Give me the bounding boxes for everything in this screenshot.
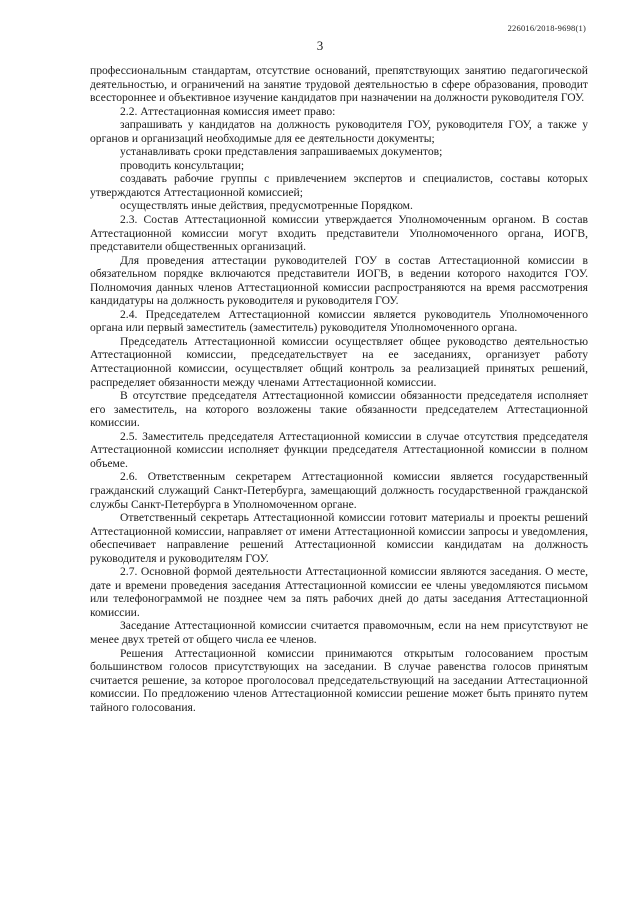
paragraph: 2.2. Аттестационная комиссия имеет право: xyxy=(120,104,336,118)
paragraph: Для проведения аттестации руководителей ГОУ в состав Аттестационной комиссии в обязательном порядке включаются представители ИОГВ, в ведении которого находится ГОУ. Полномочия данных членов Аттестационной комиссии распространяются на время рассмотрения кандидатуры на должность руководителя и руководителя ГОУ. xyxy=(90,253,588,308)
paragraph: осуществлять иные действия, предусмотренные Порядком. xyxy=(120,199,413,213)
paragraph: Решения Аттестационной комиссии принимаются открытым голосованием простым большинством голосов присутствующих на заседании. В случае равенства голосов принятым считается решение, за которое проголосовал председательствующий на заседании Аттестационной комиссии. По предложению членов Аттестационной комиссии решение может быть принято путем тайного голосования. xyxy=(90,646,588,714)
paragraph: профессиональным стандартам, отсутствие оснований, препятствующих занятию педагогической деятельностью, и ограничений на занятие трудовой деятельностью в сфере образования, проводит всестороннее и объективное изучение кандидатов при назначении на должности руководителя ГОУ. xyxy=(90,64,588,105)
paragraph: 2.5. Заместитель председателя Аттестационной комиссии в случае отсутствия председателя Аттестационной комиссии исполняет функции председателя Аттестационной комиссии в полном объеме. xyxy=(90,429,588,470)
paragraph: 2.6. Ответственным секретарем Аттестационной комиссии является государственный гражданский служащий Санкт-Петербурга, замещающий должность государственной гражданской службы Санкт-Петербурга в Уполномоченном органе. xyxy=(90,470,588,511)
paragraph: 2.4. Председателем Аттестационной комиссии является руководитель Уполномоченного органа или первый заместитель (заместитель) руководителя Уполномоченного органа. xyxy=(90,307,588,335)
document-body xyxy=(90,64,588,714)
paragraph: Ответственный секретарь Аттестационной комиссии готовит материалы и проекты решений Аттестационной комиссии, направляет от имени Аттестационной комиссии запросы и уведомления, обеспечивает направление решений Аттестационной комиссии кандидатам на должность руководителя и руководителям ГОУ. xyxy=(90,511,588,565)
paragraph: 2.3. Состав Аттестационной комиссии утверждается Уполномоченным органом. В состав Аттестационной комиссии могут входить представители Уполномоченного органа, ИОГВ, представители общественных организаций. xyxy=(90,213,588,254)
paragraph: Председатель Аттестационной комиссии осуществляет общее руководство деятельностью Аттестационной комиссии, председательствует на ее заседаниях, организует работу Аттестационной комиссии, осуществляет общий контроль за реализацией принятых решений, распределяет обязанности между членами Аттестационной комиссии. xyxy=(90,334,588,389)
document-number: 226016/2018-9698(1) xyxy=(507,23,586,33)
paragraph: Заседание Аттестационной комиссии считается правомочным, если на нем присутствуют не менее двух третей от общего числа ее членов. xyxy=(90,619,588,646)
paragraph: запрашивать у кандидатов на должность руководителя ГОУ, руководителя ГОУ, а также у органов и организаций необходимые для ее деятельности документы; xyxy=(90,118,588,145)
paragraph: создавать рабочие группы с привлечением экспертов и специалистов, составы которых утверждаются Аттестационной комиссией; xyxy=(90,172,588,199)
paragraph: 2.7. Основной формой деятельности Аттестационной комиссии являются заседания. О месте, дате и времени проведения заседания Аттестационной комиссии ее члены уведомляются письмом или телефонограммой не позднее чем за пять рабочих дней до даты заседания Аттестационной комиссии. xyxy=(90,565,588,619)
paragraph: В отсутствие председателя Аттестационной комиссии обязанности председателя исполняет его заместитель, на которого возложены такие обязанности председателем Аттестационной комиссии. xyxy=(90,389,588,430)
page-number: 3 xyxy=(316,38,324,53)
paragraph: проводить консультации; xyxy=(120,158,245,172)
paragraph: устанавливать сроки представления запрашиваемых документов; xyxy=(120,145,443,159)
